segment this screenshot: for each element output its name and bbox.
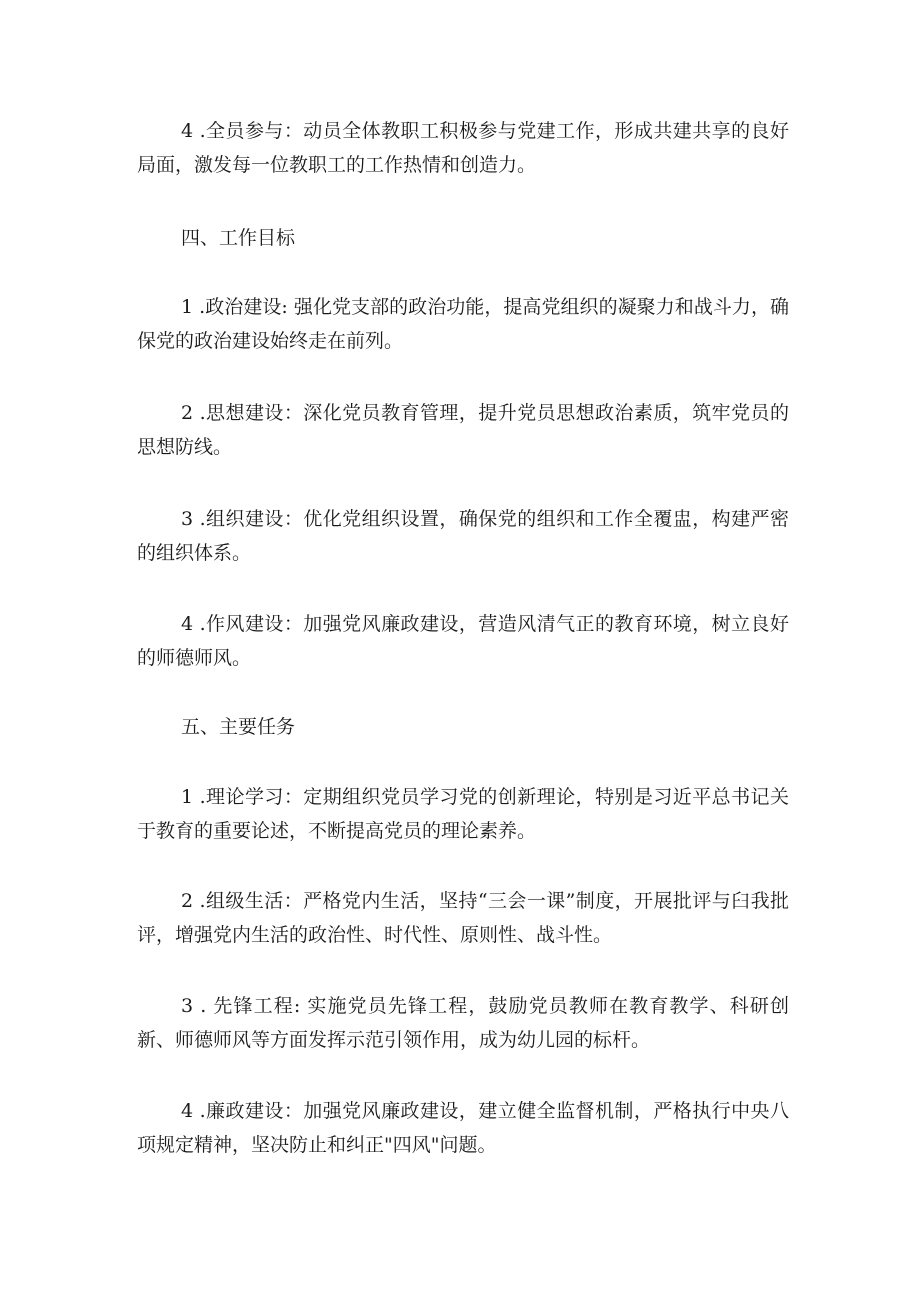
section-heading-main-tasks: 五、主要任务 (181, 716, 296, 738)
paragraph-organizational-building: 3 .组织建设：优化党组织设置，确保党的组织和工作全覆盅，构建严密的组织体系。 (137, 508, 789, 564)
paragraph-pioneer-project: 3 . 先锋工程: 实施党员先锋工程，鼓励党员教师在教育教学、科研创新、师德师风等方面发挥示范引领作用，成为幼儿园的标杆。 (137, 995, 789, 1051)
paragraph-integrity-building: 4 .廉政建设：加强党风廉政建设，建立健全监督机制，严格执行中央八项规定精神，坚决防止和纠正"四风"问题。 (137, 1100, 789, 1156)
paragraph-organizational-life: 2 .组级生活：严格党内生活，坚持“三会一课”制度，开展批评与臼我批评，增强党内生活的政治性、时代性、原则性、战斗性。 (137, 890, 789, 946)
paragraph-political-building: 1 .政治建设: 强化党支部的政治功能，提高党组织的凝聚力和战斗力，确保党的政治建设始终走在前列。 (137, 296, 789, 352)
paragraph-ideological-building: 2 .思想建设：深化党员教育管理，提升党员思想政治素质，筑牢党员的思想防线。 (137, 402, 789, 458)
paragraph-full-participation: 4 .全员参与：动员全体教职工积极参与党建工作，形成共建共享的良好局面，激发每一位教职工的工作热情和创造力。 (137, 120, 789, 176)
paragraph-theory-study: 1 .理论学习：定期组织党员学习党的创新理论，特别是习近平总书记关于教育的重要论述，不断提高党员的理论素养。 (137, 786, 789, 842)
paragraph-style-building: 4 .作风建设：加强党风廉政建设，营造风清气正的教育环境，树立良好的师德师风。 (137, 613, 789, 669)
section-heading-work-goals: 四、工作目标 (181, 227, 296, 249)
